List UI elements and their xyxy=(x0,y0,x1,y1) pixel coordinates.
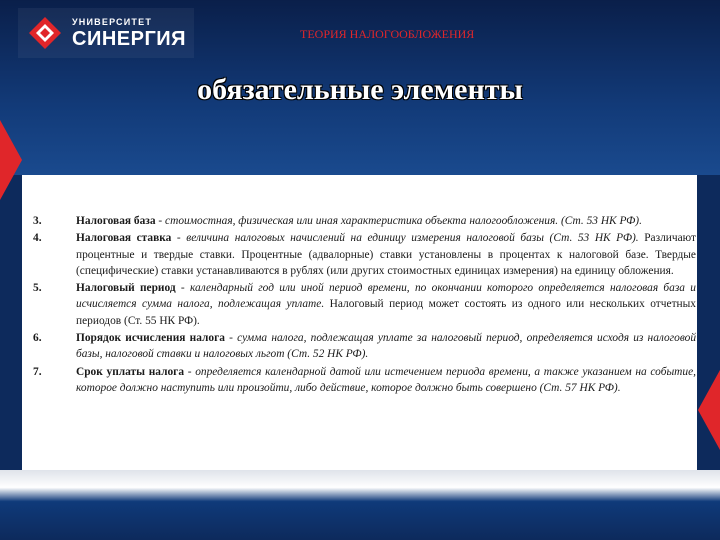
footer-background xyxy=(0,470,720,540)
item-extra: Налоговый период может состоять из одного или нескольких отчетных периодов (Ст. 55 НК РФ). xyxy=(76,298,696,327)
item-number: 6. xyxy=(33,332,42,345)
list-item xyxy=(32,213,696,229)
item-number: 7. xyxy=(33,365,42,378)
logo-subtitle: УНИВЕРСИТЕТ xyxy=(72,16,153,27)
item-definition: - определяется календарной датой или истечением периода времени, а также указанием на событие, которое должно наступить или произойти, либо действие, которое должно быть совершено (Ст. 57 НК РФ). xyxy=(76,365,696,394)
item-definition: - стоимостная, физическая или иная характеристика объекта налогообложения. (Ст. 53 НК РФ). xyxy=(155,215,642,227)
content-panel xyxy=(22,175,697,470)
item-number: 5. xyxy=(33,282,42,295)
item-definition: - сумма налога, подлежащая уплате за налоговый период, определяется исходя из налоговой базы, налоговой ставки и налоговых льгот (Ст. 52 НК РФ). xyxy=(76,332,697,361)
item-term: Срок уплаты налога xyxy=(76,365,185,378)
item-term: Порядок исчисления налога xyxy=(76,332,225,345)
item-number: 3. xyxy=(33,215,42,227)
list-item xyxy=(32,330,696,363)
list-item xyxy=(32,280,696,329)
university-logo xyxy=(18,8,194,58)
item-term: Налоговая ставка xyxy=(76,232,172,245)
item-term: Налоговый период xyxy=(76,282,176,295)
item-extra: Различают процентные и твердые ставки. Процентные (адвалорные) ставки установлены в процентах к налоговой базе. Твердые (специфические) ставки устанавливаются в рублях (или других стоимостных единицах измерения) на единицу обложения. xyxy=(76,232,696,277)
course-topic: ТЕОРИЯ НАЛОГООБЛОЖЕНИЯ xyxy=(300,27,475,41)
list-item xyxy=(32,230,696,279)
item-definition: - величина налоговых начислений на единицу измерения налоговой базы (Ст. 53 НК РФ). xyxy=(171,232,639,245)
left-red-accent xyxy=(0,120,22,200)
item-term: Налоговая база xyxy=(76,215,156,227)
list-item xyxy=(32,364,696,397)
elements-list xyxy=(32,213,696,396)
right-red-accent xyxy=(698,370,720,450)
item-definition: - календарный год или иной период времени, по окончании которого определяется налоговая база и исчисляется сумма налога, подлежащая уплате. xyxy=(76,282,696,311)
item-number: 4. xyxy=(33,232,42,245)
synergy-logo-icon xyxy=(28,16,62,50)
logo-title: СИНЕРГИЯ xyxy=(72,27,187,50)
slide-title: обязательные элементы xyxy=(197,73,523,106)
